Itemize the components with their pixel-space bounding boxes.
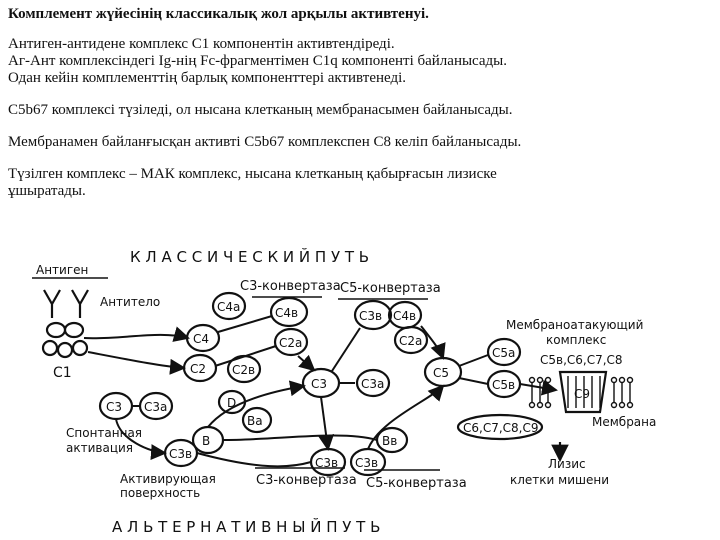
paragraph-4-line-1: Түзілген комплекс – МАК комплекс, нысана клетканың қабырғасын лизиске: [8, 166, 497, 182]
node-ba: [243, 408, 271, 432]
spontaneous-label-2: активация: [66, 441, 134, 455]
c5-convertase-bottom-label: C5-конвертаза: [366, 476, 467, 491]
c1-complex-icon: [43, 323, 87, 357]
paragraph-1-line-2: Аг-Ант комплексіндегі Ig-нің Fc-фрагментімен С1q компоненті байланысады.: [8, 53, 508, 69]
svg-text:C3a: C3a: [144, 400, 168, 414]
complement-pathway-diagram: [0, 236, 720, 540]
node-c3-alt: [100, 393, 132, 419]
svg-text:C2в: C2в: [232, 363, 256, 377]
svg-text:C4a: C4a: [217, 300, 241, 314]
target-cell-label: клетки мишени: [510, 473, 610, 487]
svg-text:C3в: C3в: [315, 456, 339, 470]
svg-text:C3в: C3в: [355, 456, 379, 470]
svg-text:Вв: Вв: [382, 434, 398, 448]
lysis-label: Лизис: [548, 457, 586, 471]
alternative-pathway-title: А Л Ь Т Е Р Н А Т И В Н Ы Й П У Т Ь: [112, 518, 381, 536]
svg-text:C3в: C3в: [359, 309, 383, 323]
node-c3b-bottom-2: [351, 449, 385, 475]
activating-label-1: Активирующая: [120, 472, 216, 486]
svg-text:C5a: C5a: [492, 346, 516, 360]
c3-convertase-top-label: C3-конвертаза: [240, 279, 341, 294]
svg-text:C2a: C2a: [279, 336, 303, 350]
c5-convertase-top-label: C5-конвертаза: [340, 281, 441, 296]
node-b: [193, 427, 223, 453]
spontaneous-label-1: Спонтанная: [66, 426, 143, 440]
paragraph-1-line-3: Одан кейін комплементтің барлық компоненттері активтенеді.: [8, 70, 407, 86]
svg-text:C2a: C2a: [399, 334, 423, 348]
node-c4b-convertase: [389, 302, 421, 328]
c9-label: C9: [574, 387, 591, 401]
node-c3a-alt: [140, 393, 172, 419]
node-c5b: [488, 371, 520, 397]
node-c2: [184, 355, 216, 381]
node-c2a-convertase: [395, 327, 427, 353]
svg-text:D: D: [227, 396, 237, 410]
svg-text:C4: C4: [193, 332, 210, 346]
svg-text:C4в: C4в: [275, 306, 299, 320]
svg-text:C5: C5: [433, 366, 450, 380]
svg-text:C4в: C4в: [393, 309, 417, 323]
node-c3a: [357, 370, 389, 396]
svg-text:Вa: Вa: [247, 414, 263, 428]
node-c4a: [213, 293, 245, 319]
node-c3: [303, 369, 339, 397]
antibody-label: Антитело: [100, 295, 161, 309]
paragraph-2: С5b67 комплексі түзіледі, ол нысана клетканың мембранасымен байланысады.: [8, 102, 513, 118]
activating-label-2: поверхность: [120, 486, 201, 500]
svg-text:C2: C2: [190, 362, 207, 376]
mac-label-line-2: комплекс: [546, 333, 607, 347]
mac-components-label: C5в,C6,C7,C8: [540, 353, 623, 367]
membrane-label: Мембрана: [592, 415, 657, 429]
c1-label: C1: [53, 365, 72, 381]
node-c4b: [271, 298, 307, 326]
svg-text:C3: C3: [311, 377, 328, 391]
node-c4: [187, 325, 219, 351]
antibody-icon: [44, 290, 88, 318]
mac-label-line-1: Мембраноатакующий: [506, 318, 644, 332]
classical-pathway-title: К Л А С С И Ч Е С К И Й П У Т Ь: [130, 248, 370, 266]
node-c3b-alt: [165, 440, 197, 466]
slide-text: [8, 6, 712, 200]
svg-text:C3: C3: [106, 400, 123, 414]
node-d: [219, 391, 245, 413]
svg-text:B: B: [202, 434, 211, 448]
node-c5a: [488, 339, 520, 365]
node-c5: [425, 358, 461, 386]
node-c3b-convertase: [355, 301, 391, 329]
slide-title: Комплемент жүйесінің классикалық жол арқылы активтенуі.: [8, 6, 429, 22]
c3-convertase-bottom-label: C3-конвертаза: [256, 473, 357, 488]
paragraph-3: Мембранамен байланғысқан активті С5b67 комплекспен С8 келіп байланысады.: [8, 134, 522, 150]
paragraph-4-line-2: ұшыратады.: [8, 183, 86, 199]
svg-text:C3в: C3в: [169, 447, 193, 461]
svg-text:C5в: C5в: [492, 378, 516, 392]
node-c2a-top: [275, 329, 307, 355]
svg-text:C3a: C3a: [361, 377, 385, 391]
node-c3b-bottom-1: [311, 449, 345, 475]
c6789-label: C6,C7,C8,C9: [463, 421, 539, 435]
antigen-label: Антиген: [36, 263, 89, 277]
paragraph-1-line-1: Антиген-антидене комплекс С1 компонентін активтендіреді.: [8, 36, 395, 52]
